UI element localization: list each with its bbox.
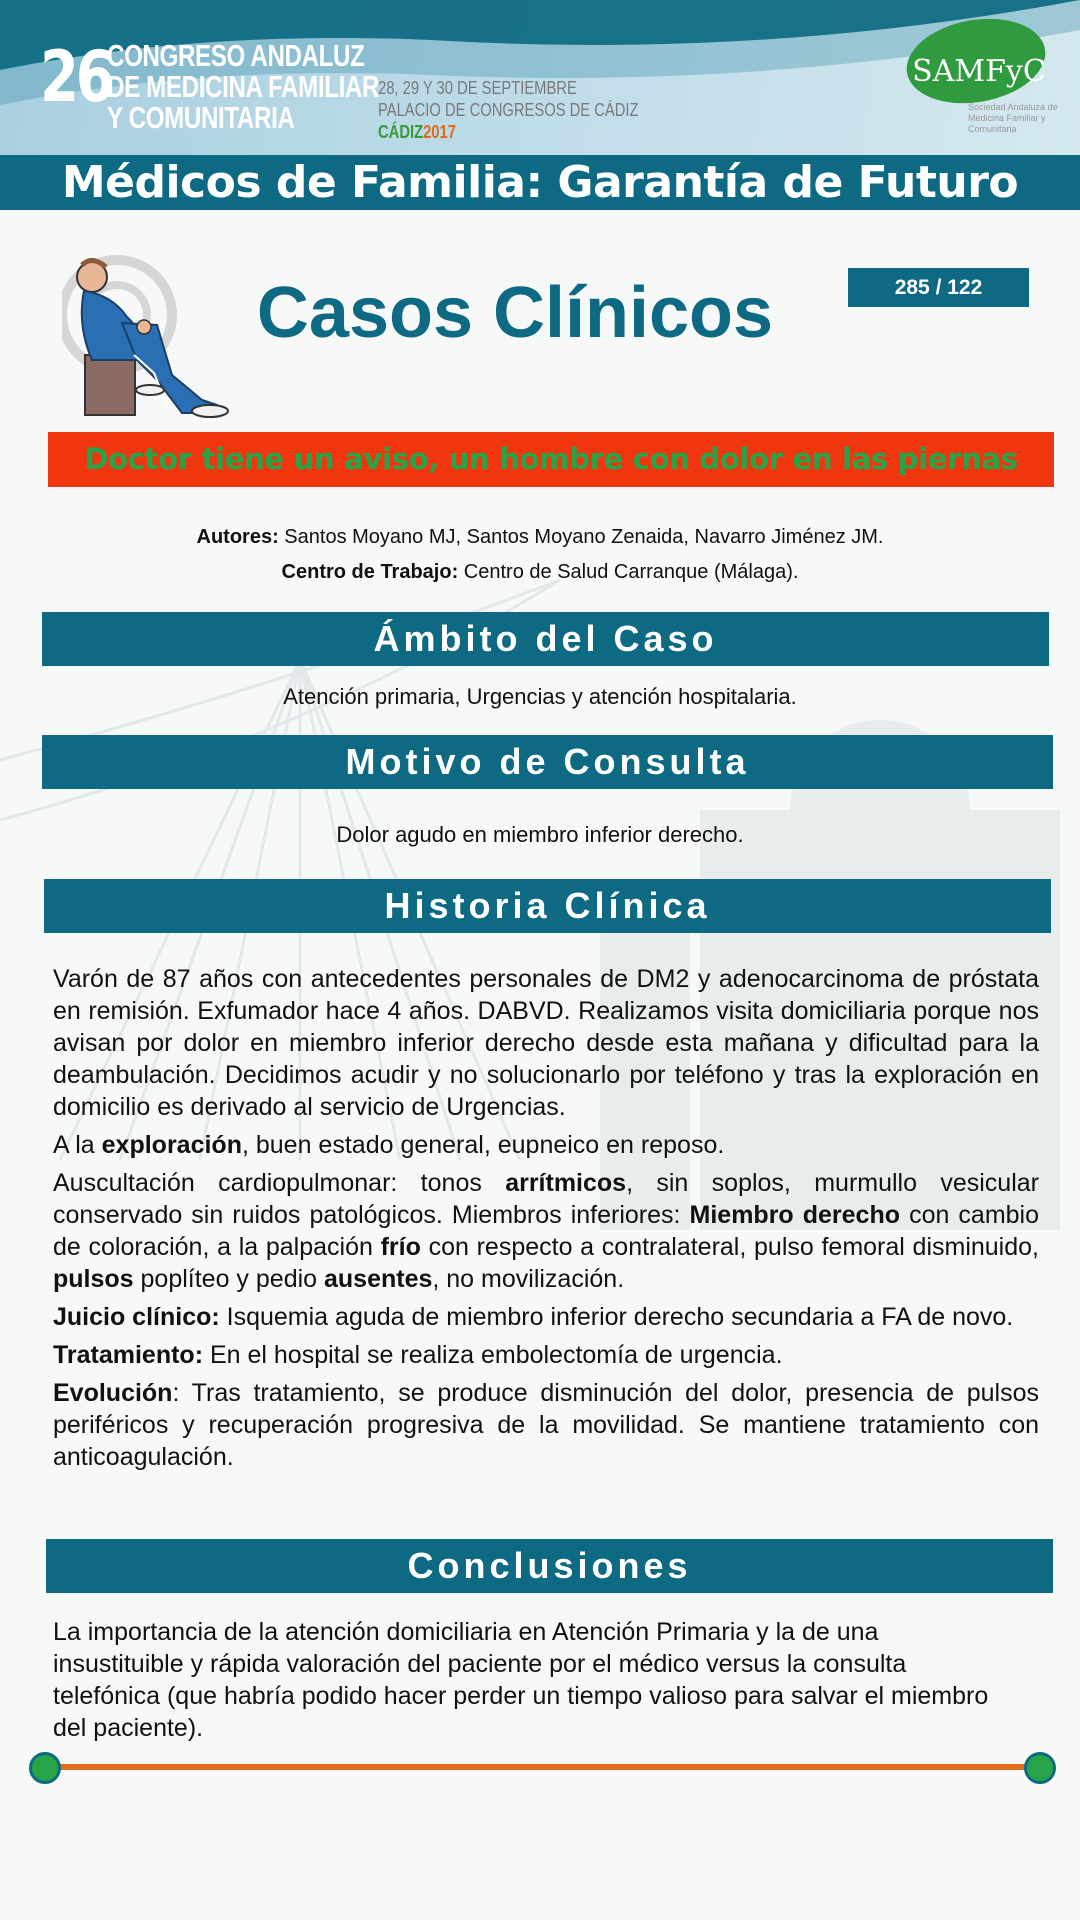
authors-value: Santos Moyano MJ, Santos Moyano Zenaida, Navarro Jiménez JM. — [278, 526, 884, 548]
congress-title-line: CONGRESO ANDALUZ — [107, 38, 365, 73]
history-paragraph: Varón de 87 años con antecedentes personales de DM2 y adenocarcinoma de próstata en remisión. Exfumador hace 4 años. DABVD. Realizamos visita domiciliaria porque nos avisan por dolor en miembro inferior derecho desde esta mañana y dificultad para la deambulación. Decidimos acudir y no solucionarlo por teléfono y tras la exploración en domicilio es derivado al servicio de Urgencias. — [53, 965, 1039, 1121]
bold-span: ausentes — [324, 1265, 433, 1293]
bold-span: Tratamiento: — [53, 1341, 204, 1369]
section-heading-motivo: Motivo de Consulta — [42, 735, 1053, 789]
history-paragraph — [53, 1301, 1039, 1333]
bold-span: frío — [380, 1233, 421, 1261]
divider-dot-left — [29, 1752, 61, 1784]
footer-divider — [44, 1764, 1040, 1770]
case-title: Doctor tiene un aviso, un hombre con dolor en las piernas — [48, 432, 1054, 487]
section-heading-historia: Historia Clínica — [44, 879, 1051, 933]
congress-year: 2017 — [423, 122, 456, 142]
text-span: : Tras tratamiento, se produce disminución del dolor, presencia de pulsos periféricos y recuperación progresiva de la movilidad. Se mantiene tratamiento con anticoagulación. — [53, 1379, 1039, 1471]
congress-title — [107, 38, 380, 135]
history-paragraph — [53, 1167, 1039, 1295]
history-paragraph — [53, 1339, 1039, 1371]
workplace-line — [0, 555, 1080, 590]
text-span: con respecto a contralateral, pulso femoral disminuido, — [420, 1233, 1039, 1261]
text-span: poplíteo y pedio — [133, 1265, 324, 1293]
text-span: con cambio de coloración, a la palpación — [53, 1201, 1040, 1261]
workplace-value: Centro de Salud Carranque (Málaga). — [458, 561, 799, 583]
authors-block — [0, 520, 1080, 590]
text-span: , sin soplos, murmullo vesicular conservado sin ruidos patológicos. Miembros inferiores: — [53, 1169, 1039, 1229]
logo-text: SAMFyC — [912, 54, 1046, 89]
section-heading-conclusiones: Conclusiones — [46, 1539, 1053, 1593]
congress-dates: 28, 29 Y 30 DE SEPTIEMBRE — [378, 78, 577, 98]
workplace-label: Centro de Trabajo: — [281, 561, 459, 583]
clinical-history — [53, 963, 1039, 1479]
text-span: , buen estado general, eupneico en reposo. — [241, 1131, 725, 1159]
samfyc-logo — [900, 20, 1058, 140]
authors-label: Autores: — [196, 526, 279, 548]
congress-info — [378, 77, 639, 143]
conclusion-text: La importancia de la atención domiciliaria en Atención Primaria y la de una insustituible y rápida valoración del paciente por el médico versus la consulta telefónica (que habría podido hacer perder un tiempo valioso para salvar el miembro del paciente). — [53, 1618, 989, 1742]
bold-span: arrítmicos — [505, 1169, 627, 1197]
case-number-badge: 285 / 122 — [848, 268, 1029, 307]
bold-span: pulsos — [53, 1265, 134, 1293]
divider-dot-right — [1024, 1752, 1056, 1784]
bold-span: Miembro derecho — [689, 1201, 901, 1229]
congress-number: 26 — [40, 36, 112, 118]
conference-header — [0, 0, 1080, 155]
bold-span: exploración — [101, 1131, 242, 1159]
section-text-motivo: Dolor agudo en miembro inferior derecho. — [336, 822, 744, 847]
slogan-banner: Médicos de Familia: Garantía de Futuro — [0, 155, 1080, 210]
congress-title-line: Y COMUNITARIA — [107, 100, 295, 135]
logo-subtitle: Sociedad Andaluza de Medicina Familiar y Comunitaria — [968, 102, 1058, 134]
section-text-ambito: Atención primaria, Urgencias y atención hospitalaria. — [283, 684, 797, 709]
text-span: , no movilización. — [432, 1265, 625, 1293]
section-heading-ambito: Ámbito del Caso — [42, 612, 1049, 666]
congress-venue: PALACIO DE CONGRESOS DE CÁDIZ — [378, 100, 639, 120]
text-span: En el hospital se realiza embolectomía de urgencia. — [203, 1341, 783, 1369]
text-span: Auscultación cardiopulmonar: tonos — [53, 1169, 506, 1197]
history-paragraph — [53, 1377, 1039, 1473]
authors-line — [0, 520, 1080, 555]
text-span: A la — [53, 1131, 102, 1159]
congress-city-year — [378, 121, 639, 143]
bold-span: Juicio clínico: — [53, 1303, 220, 1331]
congress-city: CÁDIZ — [378, 122, 424, 142]
history-paragraph — [53, 1129, 1039, 1161]
bold-span: Evolución — [53, 1379, 173, 1407]
text-span: Isquemia aguda de miembro inferior derecho secundaria a FA de novo. — [219, 1303, 1014, 1331]
page-title: Casos Clínicos — [256, 273, 774, 353]
congress-title-line: DE MEDICINA FAMILIAR — [107, 69, 380, 104]
